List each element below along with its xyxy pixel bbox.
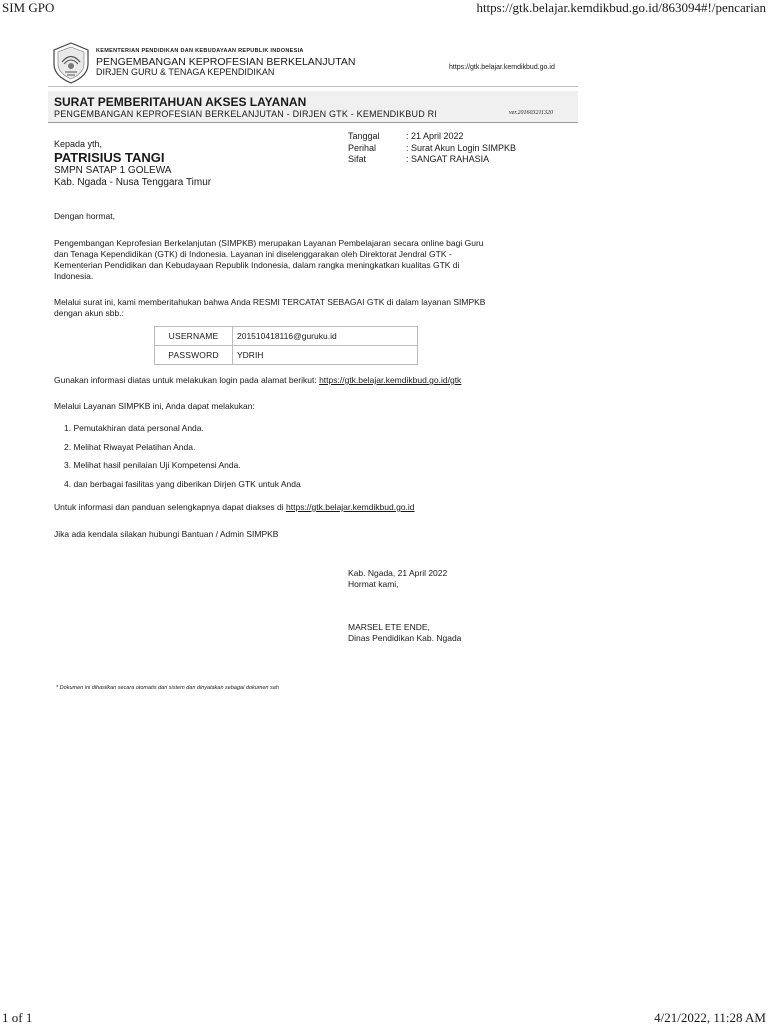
table-row xyxy=(155,327,418,346)
tut-wuri-handayani-logo xyxy=(52,42,90,84)
subject-label: Perihal xyxy=(348,143,377,153)
print-page-number: 1 of 1 xyxy=(2,1010,33,1025)
info-text: Untuk informasi dan panduan selengkapnya dapat diakses di xyxy=(54,502,287,512)
username-value: 201510418116@guruku.id xyxy=(233,327,418,346)
credentials-table xyxy=(154,326,418,365)
signer-office: Dinas Pendidikan Kab. Ngada xyxy=(348,633,462,643)
print-page-url: https://gtk.belajar.kemdikbud.go.id/863094#!/pencarian xyxy=(476,0,766,15)
notice-subtitle: PENGEMBANGAN KEPROFESIAN BERKELANJUTAN - DIRJEN GTK - KEMENDIKBUD RI xyxy=(54,109,437,119)
login-instruction xyxy=(54,375,461,386)
notice-line-1: Melalui surat ini, kami memberitahukan bahwa Anda RESMI TERCATAT SEBAGAI GTK di dalam layanan SIMPKB xyxy=(54,297,486,307)
org-directorate: DIRJEN GURU & TENAGA KEPENDIDIKAN xyxy=(96,67,275,77)
services-intro: Melalui Layanan SIMPKB ini, Anda dapat melakukan: xyxy=(54,401,255,411)
addressee-name: PATRISIUS TANGI xyxy=(54,150,165,165)
intro-line-4: Indonesia. xyxy=(54,271,94,281)
print-page-title: SIM GPO xyxy=(2,0,55,15)
letterhead-url: https://gtk.belajar.kemdikbud.go.id xyxy=(449,64,555,71)
subject-value: : Surat Akun Login SIMPKB xyxy=(406,143,517,153)
nature-value: : SANGAT RAHASIA xyxy=(406,154,490,164)
list-item: 3. Melihat hasil penilaian Uji Kompetensi Anda. xyxy=(64,460,241,470)
date-label: Tanggal xyxy=(348,131,380,141)
date-value: : 21 April 2022 xyxy=(406,131,464,141)
notice-line-2: dengan akun sbb.: xyxy=(54,308,124,318)
footnote: * Dokumen ini dihasilkan secara otomatis dari sistem dan dinyatakan sebagai dokumen sah xyxy=(56,685,279,691)
info-instruction xyxy=(54,502,415,513)
org-name: PENGEMBANGAN KEPROFESIAN BERKELANJUTAN xyxy=(96,56,356,68)
password-label: PASSWORD xyxy=(155,346,233,365)
header-divider xyxy=(48,86,578,87)
print-datetime: 4/21/2022, 11:28 AM xyxy=(654,1010,766,1025)
closing-regards: Hormat kami, xyxy=(348,579,399,589)
closing-place-date: Kab. Ngada, 21 April 2022 xyxy=(348,568,448,578)
addressee-school: SMPN SATAP 1 GOLEWA xyxy=(54,165,172,176)
intro-line-1: Pengembangan Keprofesian Berkelanjutan (SIMPKB) merupakan Layanan Pembelajaran secara online bagi Guru xyxy=(54,238,484,248)
notice-version: ver.201603211320 xyxy=(509,110,554,116)
intro-line-2: dan Tenaga Kependidikan (GTK) di Indonesia. Layanan ini diselenggarakan oleh Direktorat Jendral GTK - xyxy=(54,249,452,259)
addressee-greeting: Kepada yth, xyxy=(54,139,103,149)
info-link[interactable]: https://gtk.belajar.kemdikbud.go.id xyxy=(286,502,415,512)
ministry-name: KEMENTERIAN PENDIDIKAN DAN KEBUDAYAAN REPUBLIK INDONESIA xyxy=(96,48,304,54)
username-label: USERNAME xyxy=(155,327,233,346)
notice-title: SURAT PEMBERITAHUAN AKSES LAYANAN xyxy=(54,95,307,109)
intro-line-3: Kementerian Pendidikan dan Kebudayaan Republik Indonesia, dalam rangka meningkatkan kualitas GTK di xyxy=(54,260,460,270)
nature-label: Sifat xyxy=(348,154,367,164)
contact-text: Jika ada kendala silakan hubungi Bantuan / Admin SIMPKB xyxy=(54,529,279,539)
login-text: Gunakan informasi diatas untuk melakukan login pada alamat berikut: xyxy=(54,375,320,385)
login-link[interactable]: https://gtk.belajar.kemdikbud.go.id/gtk xyxy=(319,375,462,385)
password-value: YDRIH xyxy=(233,346,418,365)
list-item: 1. Pemutakhiran data personal Anda. xyxy=(64,423,204,433)
list-item: 2. Melihat Riwayat Pelatihan Anda. xyxy=(64,442,196,452)
addressee-region: Kab. Ngada - Nusa Tenggara Timur xyxy=(54,177,212,188)
list-item: 4. dan berbagai fasilitas yang diberikan Dirjen GTK untuk Anda xyxy=(64,479,301,489)
salutation: Dengan hormat, xyxy=(54,211,115,221)
signer-name: MARSEL ETE ENDE, xyxy=(348,622,430,632)
table-row xyxy=(155,346,418,365)
